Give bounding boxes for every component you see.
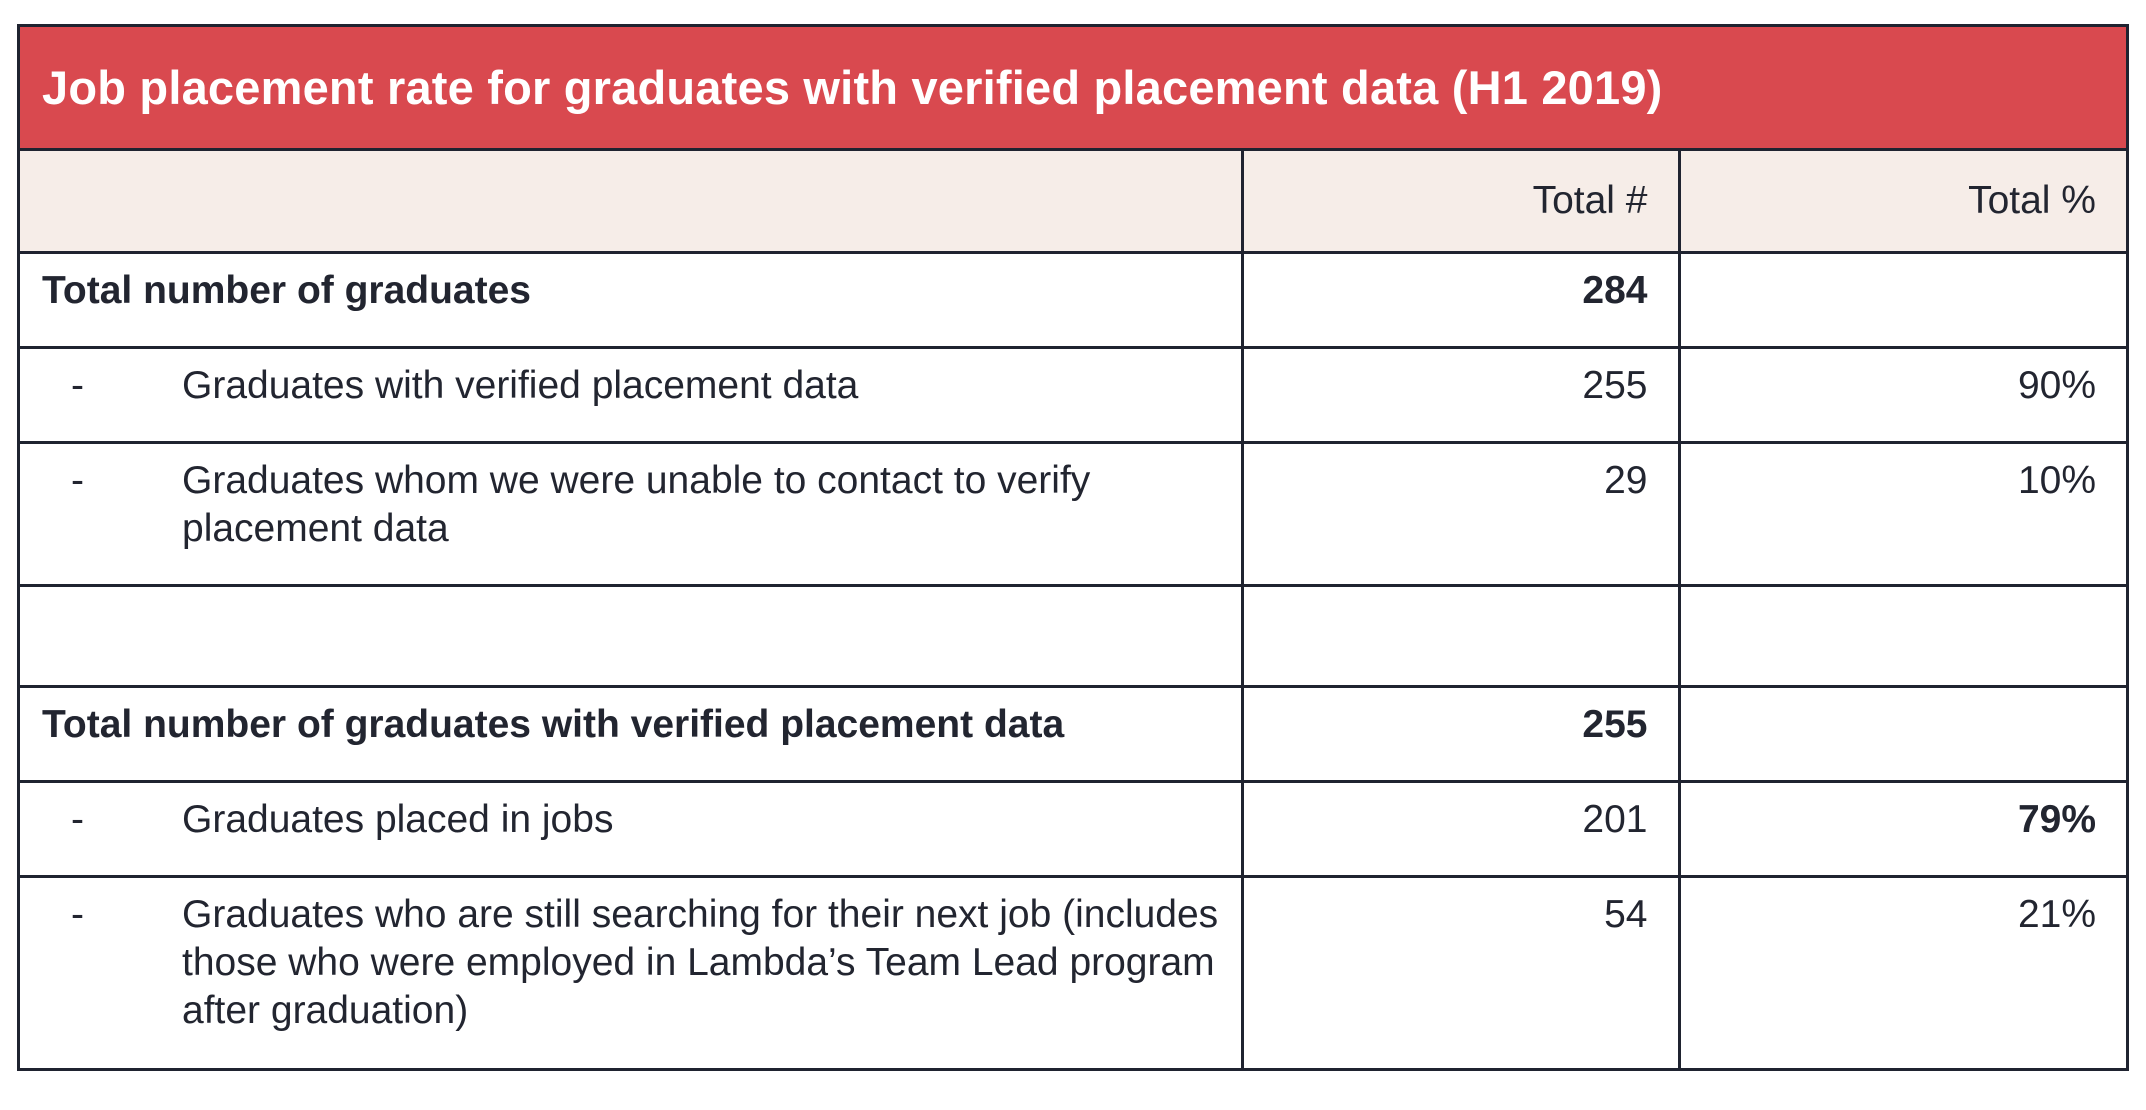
table-title-bar xyxy=(20,27,2126,151)
row-label-cell xyxy=(20,348,1242,443)
table-title: Job placement rate for graduates with verified placement data (H1 2019) xyxy=(42,61,1663,114)
row-total-num: 284 xyxy=(1242,253,1679,348)
header-row xyxy=(20,151,2126,253)
row-total-num xyxy=(1242,586,1679,687)
row-total-pct xyxy=(1679,687,2126,782)
bullet-dash: - xyxy=(71,364,84,407)
row-total-num: 255 xyxy=(1242,348,1679,443)
table-row-empty xyxy=(20,586,2126,687)
row-total-num: 29 xyxy=(1242,443,1679,586)
row-label: Total number of graduates xyxy=(20,253,1242,348)
row-total-pct: 79% xyxy=(1679,782,2126,877)
row-label-cell xyxy=(20,782,1242,877)
table-row xyxy=(20,348,2126,443)
row-total-num: 255 xyxy=(1242,687,1679,782)
placement-table xyxy=(20,151,2126,1068)
header-total-num: Total # xyxy=(1242,151,1679,253)
row-total-pct xyxy=(1679,253,2126,348)
row-label: Graduates whom we were unable to contact to verify placement data xyxy=(182,459,1091,550)
row-total-pct: 90% xyxy=(1679,348,2126,443)
placement-table-frame xyxy=(17,24,2129,1071)
bullet-dash: - xyxy=(71,798,84,841)
row-label: Graduates placed in jobs xyxy=(182,798,614,841)
row-total-pct: 10% xyxy=(1679,443,2126,586)
row-label xyxy=(20,586,1242,687)
row-total-num: 201 xyxy=(1242,782,1679,877)
row-total-pct: 21% xyxy=(1679,877,2126,1068)
row-total-num: 54 xyxy=(1242,877,1679,1068)
table-row xyxy=(20,687,2126,782)
table-row xyxy=(20,253,2126,348)
header-label-cell xyxy=(20,151,1242,253)
row-label: Total number of graduates with verified placement data xyxy=(20,687,1242,782)
header-total-pct: Total % xyxy=(1679,151,2126,253)
row-label: Graduates with verified placement data xyxy=(182,364,859,407)
row-label-cell xyxy=(20,443,1242,586)
row-label: Graduates who are still searching for their next job (includes those who were employed in Lambda’s Team Lead program after graduation) xyxy=(182,893,1219,1032)
table-row xyxy=(20,443,2126,586)
bullet-dash: - xyxy=(71,893,84,936)
table-row xyxy=(20,782,2126,877)
row-label-cell xyxy=(20,877,1242,1068)
table-row xyxy=(20,877,2126,1068)
bullet-dash: - xyxy=(71,459,84,502)
row-total-pct xyxy=(1679,586,2126,687)
